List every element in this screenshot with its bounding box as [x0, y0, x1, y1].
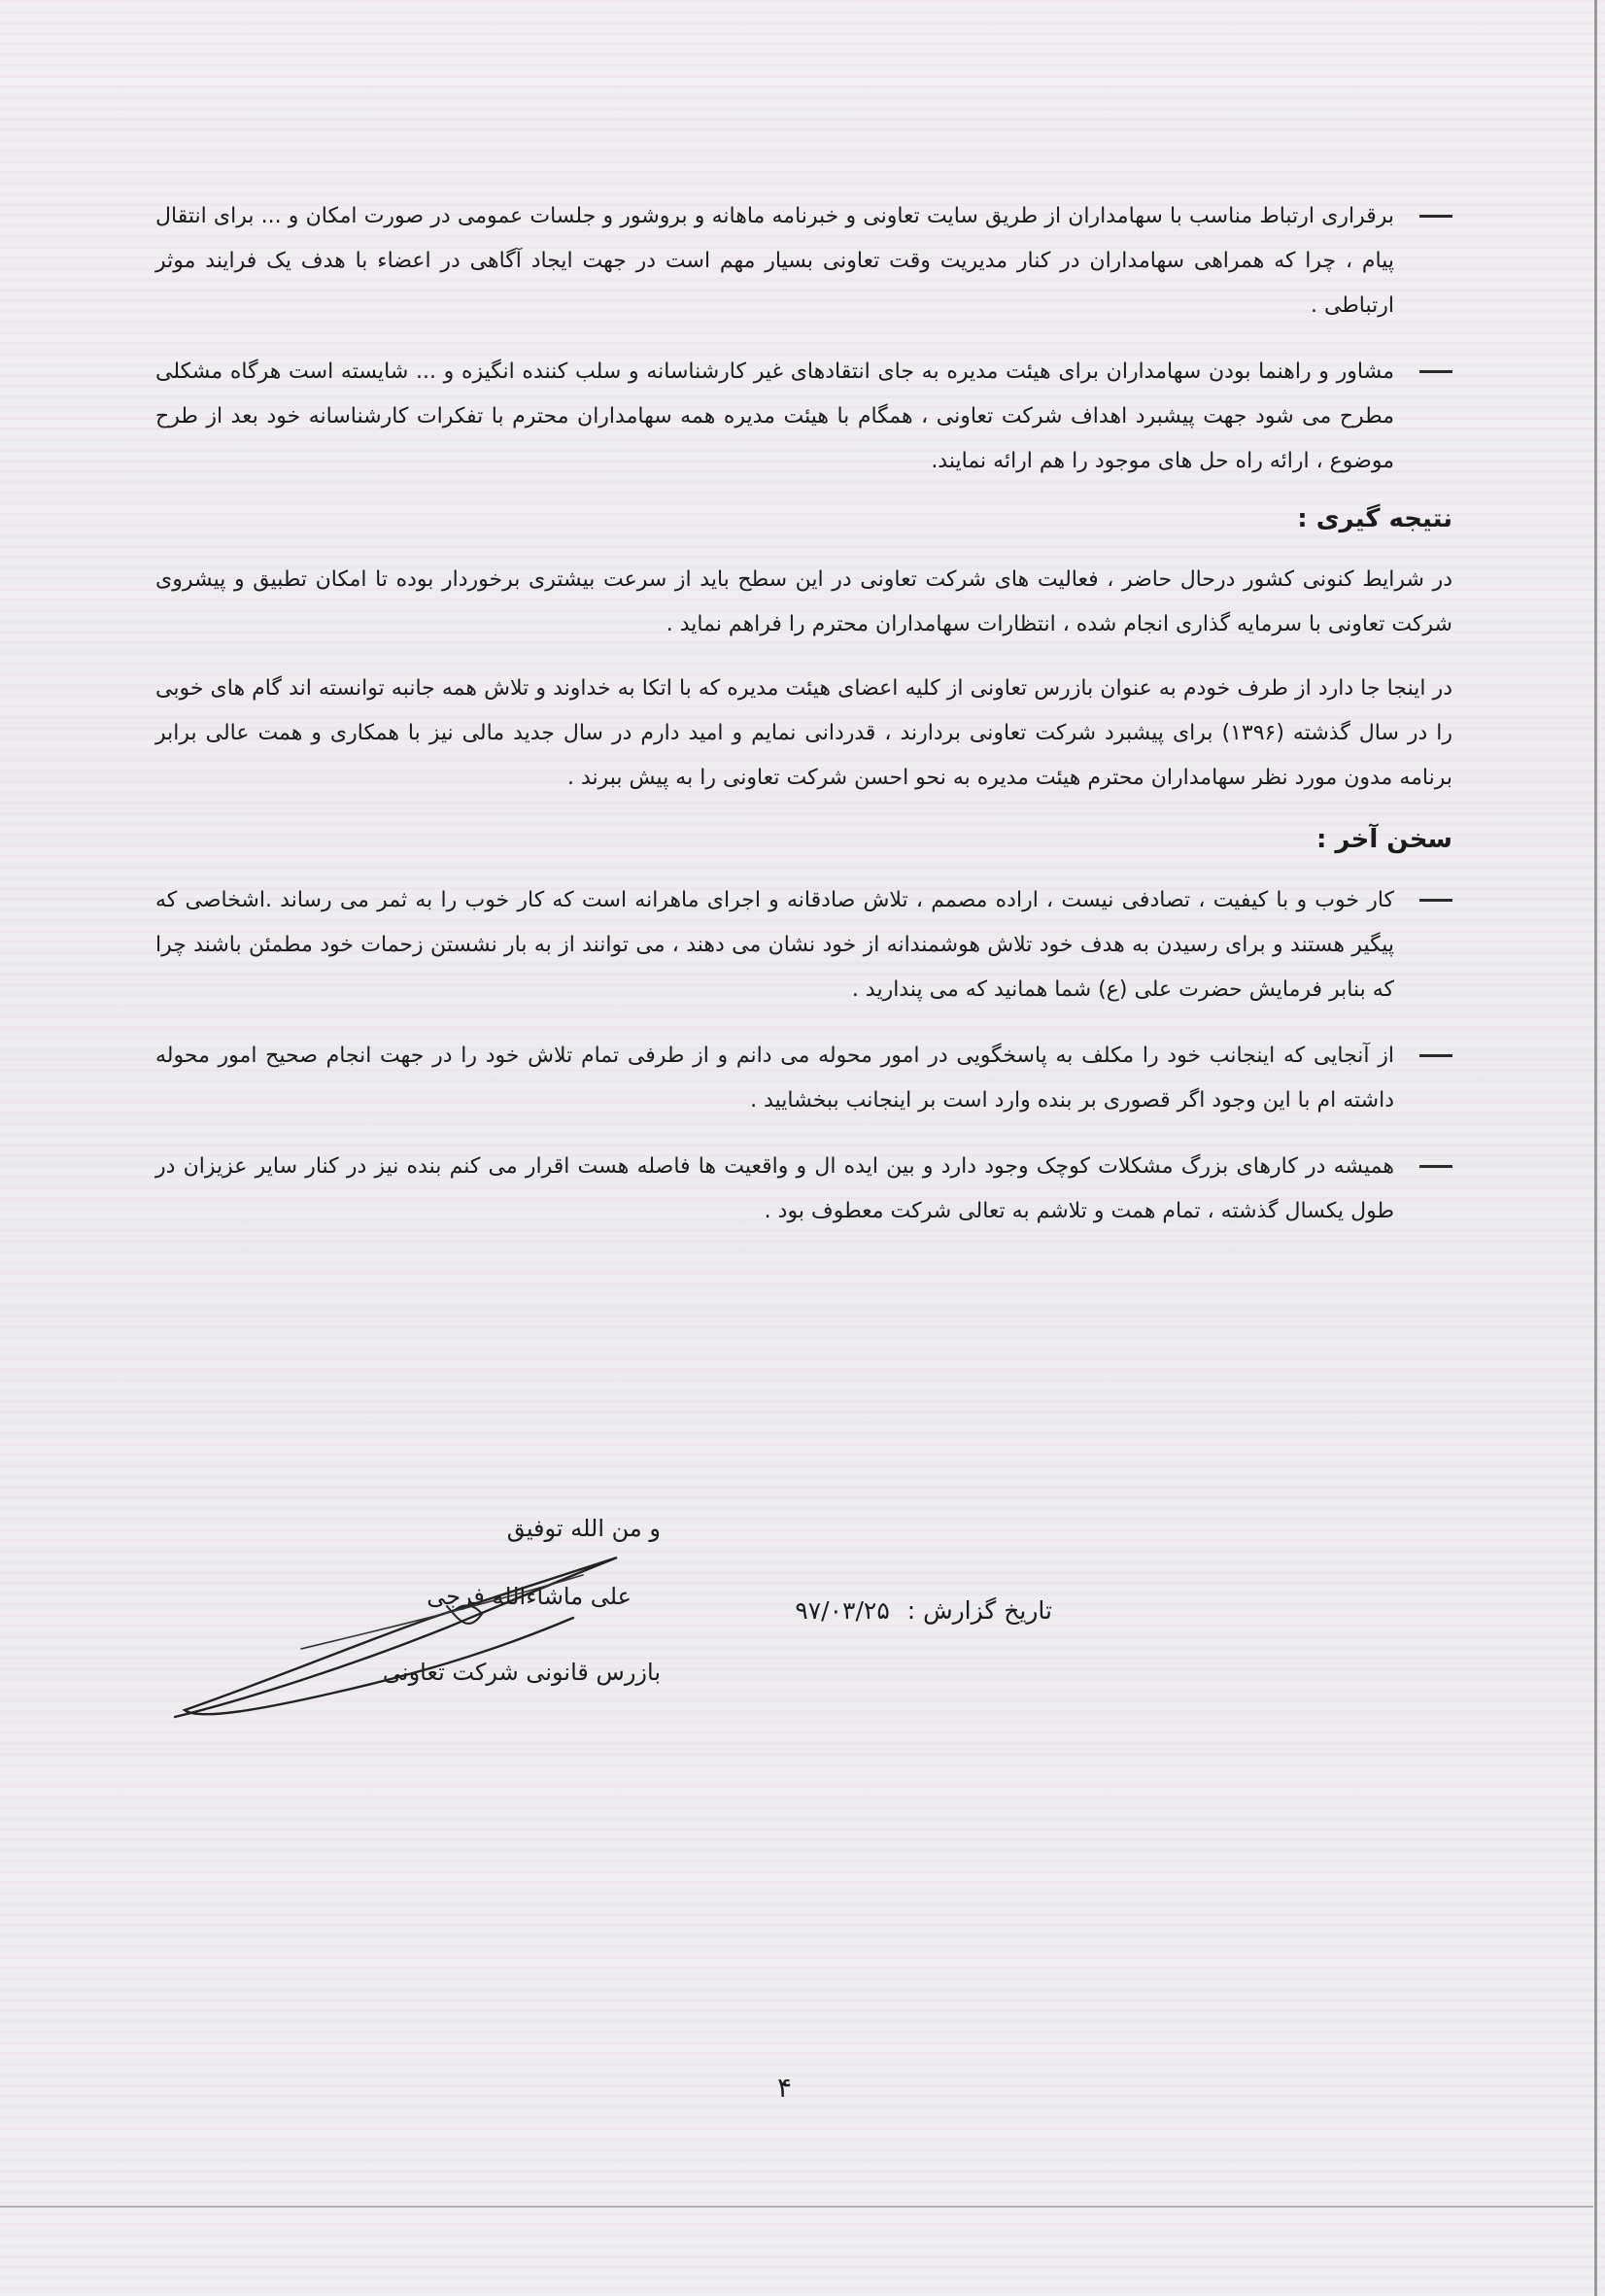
- signature-name: علی ماشاءالله فرجی: [427, 1583, 632, 1610]
- bullet-dash: [1419, 215, 1452, 218]
- bullet-text: مشاور و راهنما بودن سهامداران برای هیئت مدیره به جای انتقادهای غیر کارشناسانه و سلب کننده انگیزه و ... شایسته است هرگاه مشکلی مطرح می شود جهت پیشبرد اهداف شرکت تعاونی ، همگام با هیئت مدیره همه سهامداران محترم با تفکرات کارشناسانه خود بعد از طرح موضوع ، ارائه راه حل های موجود را هم ارائه نمایند.: [155, 360, 1394, 473]
- handwritten-signature: [155, 1501, 661, 1754]
- closing-section: [155, 1501, 1452, 1754]
- report-body: [155, 194, 1452, 1234]
- signature-block: [155, 1501, 661, 1754]
- signature-title: بازرس قانونی شرکت تعاونی: [382, 1659, 661, 1686]
- bullet-dash: [1419, 899, 1452, 902]
- conclusion-paragraph: در شرایط کنونی کشور درحال حاضر ، فعالیت های شرکت تعاونی در این سطح باید از سرعت بیشتری برخوردار بوده تا امکان تطبیق و پیشروی شرکت تعاونی با سرمایه گذاری انجام شده ، انتظارات سهامداران محترم را فراهم نماید .: [155, 567, 1452, 636]
- bullet-dash: [1419, 370, 1452, 373]
- page-edge-bottom: [0, 2206, 1593, 2208]
- bullet-dash: [1419, 1165, 1452, 1168]
- bullet-item: [155, 1145, 1452, 1234]
- bullet-item: [155, 1034, 1452, 1123]
- page-number: ۴: [777, 2072, 793, 2104]
- bullet-text: از آنجایی که اینجانب خود را مکلف به پاسخگویی در امور محوله می دانم و از طرفی تمام تلاش خود را در جهت انجام صحیح امور محوله داشته ام با این وجود اگر قصوری بر بنده وارد است بر اینجانب ببخشایید .: [155, 1044, 1394, 1113]
- report-date: [795, 1596, 1052, 1625]
- bullet-dash: [1419, 1054, 1452, 1057]
- conclusion-heading: نتیجه گیری :: [1297, 504, 1452, 533]
- conclusion-paragraph: در اینجا جا دارد از طرف خودم به عنوان بازرس تعاونی از کلیه اعضای هیئت مدیره که با اتکا به خداوند و تلاش همه جانبه توانسته اند گام های خوبی را در سال گذشته (۱۳۹۶) برای پیشبرد شرکت تعاونی بردارند ، قدردانی نمایم و امید دارم در سال جدید مالی نیز با همکاری و همت عالی برابر برنامه مدون مورد نظر سهامداران محترم هیئت مدیره به نحو احسن شرکت تعاونی را به پیش ببرند .: [155, 676, 1452, 790]
- bullet-item: [155, 350, 1452, 484]
- report-date-value: ۹۷/۰۳/۲۵: [795, 1596, 890, 1625]
- bullet-text: همیشه در کارهای بزرگ مشکلات کوچک وجود دارد و بین ایده ال و واقعیت ها فاصله هست اقرار می کنم بنده نیز در کنار سایر عزیزان در طول یکسال گذشته ، تمام همت و تلاشم به تعالی شرکت معطوف بود .: [155, 1154, 1394, 1223]
- signature-closing-phrase: و من الله توفیق: [506, 1515, 661, 1542]
- report-date-label: تاریخ گزارش :: [906, 1596, 1052, 1625]
- bullet-item: [155, 194, 1452, 328]
- bullet-text: کار خوب و با کیفیت ، تصادفی نیست ، اراده مصمم ، تلاش صادقانه و اجرای ماهرانه است که کار خوب را به ثمر می رساند .اشخاصی که پیگیر هستند و برای رسیدن به هدف خود تلاش هوشمندانه از خود نشان می دهند ، می توانند از به بار نشستن زحمات خود مطمئن باشند چرا که بنابر فرمایش حضرت علی (ع) شما همانید که می پندارید .: [155, 888, 1394, 1002]
- page-edge-right: [1594, 0, 1597, 2296]
- bullet-item: [155, 878, 1452, 1012]
- final-word-heading: سخن آخر :: [1315, 825, 1452, 854]
- bullet-text: برقراری ارتباط مناسب با سهامداران از طریق سایت تعاونی و خبرنامه ماهانه و بروشور و جلسات عمومی در صورت امکان و ... برای انتقال پیام ، چرا که همراهی سهامداران در کنار مدیریت وقت تعاونی بسیار مهم است در جهت ایجاد آگاهی در اعضاء با هدف یک فرایند موثر ارتباطی .: [155, 204, 1394, 318]
